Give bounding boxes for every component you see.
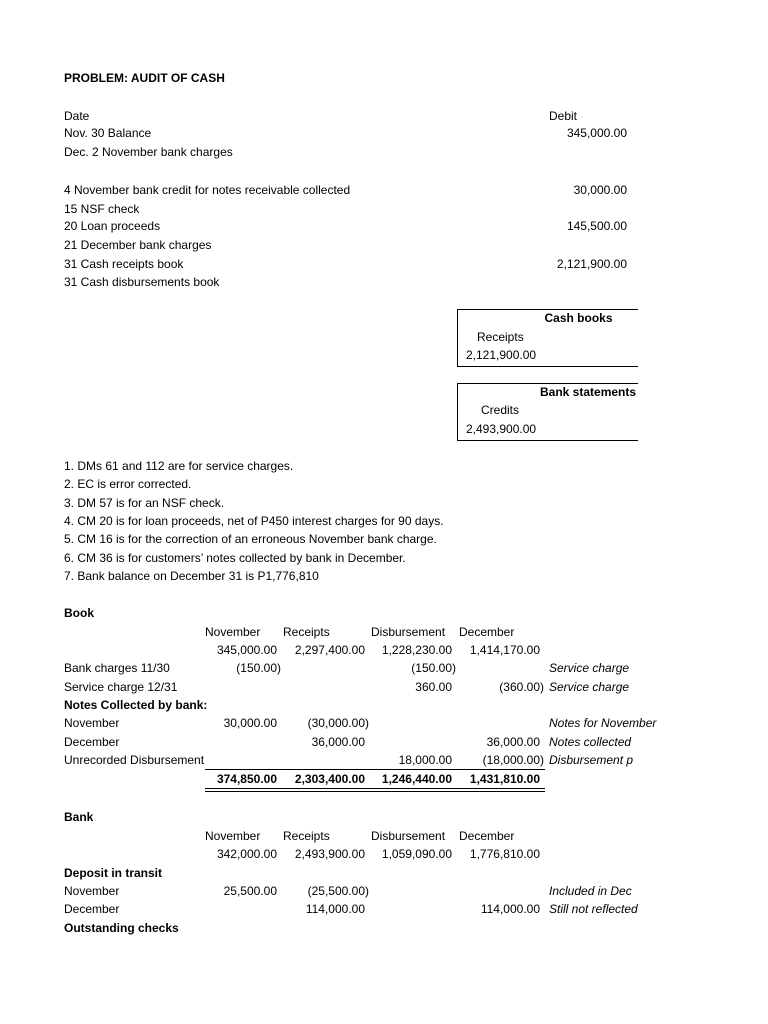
ledger-desc: Dec. 2 November bank charges (64, 145, 233, 159)
ledger-desc: 31 Cash disbursements book (64, 275, 220, 289)
bank-row-note: Included in Dec (549, 884, 632, 898)
bank-row-label: December (64, 902, 120, 916)
book-cell: (150.00) (236, 661, 281, 675)
ledger-desc: Nov. 30 Balance (64, 126, 152, 140)
book-header-november: November (205, 625, 261, 639)
ledger-desc: 31 Cash receipts book (64, 257, 184, 271)
ledger-desc: 21 December bank charges (64, 238, 212, 252)
ledger-debit: 2,121,900.00 (556, 257, 627, 271)
bank-balance-cell: 1,776,810.00 (469, 847, 540, 861)
book-row-label: Unrecorded Disbursement (64, 753, 205, 767)
page-title: PROBLEM: AUDIT OF CASH (64, 71, 225, 85)
bank-header-receipts: Receipts (283, 829, 330, 843)
book-row-note: Notes collected (549, 735, 632, 749)
book-cell: (18,000.00) (482, 753, 544, 767)
book-row-label: December (64, 735, 120, 749)
book-total-cell: 1,431,810.00 (469, 772, 540, 786)
book-row-label: November (64, 716, 120, 730)
book-balance-cell: 2,297,400.00 (294, 643, 365, 657)
book-cell: 360.00 (415, 680, 452, 694)
book-header-receipts: Receipts (283, 625, 330, 639)
book-section-title: Book (64, 606, 94, 620)
bank-row-note: Still not reflected (549, 902, 638, 916)
note-item: 1. DMs 61 and 112 are for service charges. (64, 459, 294, 473)
book-row-label: Bank charges 11/30 (64, 661, 170, 675)
book-row-note: Notes for November (549, 716, 657, 730)
book-balance-cell: 1,414,170.00 (469, 643, 540, 657)
book-cell: 36,000.00 (311, 735, 365, 749)
book-total-cell: 374,850.00 (216, 772, 277, 786)
bank-row-label: Outstanding checks (64, 921, 179, 935)
debit-header: Debit (549, 109, 578, 123)
book-cell: (360.00) (499, 680, 544, 694)
bank-statements-value: 2,493,900.00 (466, 422, 537, 436)
ledger-debit: 30,000.00 (573, 183, 627, 197)
ledger-debit: 345,000.00 (566, 126, 627, 140)
book-cell: 18,000.00 (398, 753, 452, 767)
book-total-cell: 2,303,400.00 (294, 772, 365, 786)
note-item: 7. Bank balance on December 31 is P1,776,810 (64, 569, 319, 583)
bank-statements-title: Bank statements (540, 385, 637, 399)
book-header-december: December (459, 625, 515, 639)
book-header-disbursement: Disbursement (371, 625, 446, 639)
note-item: 5. CM 16 is for the correction of an erroneous November bank charge. (64, 532, 437, 546)
bank-statements-label: Credits (481, 403, 520, 417)
bank-balance-cell: 2,493,900.00 (294, 847, 365, 861)
ledger-desc: 4 November bank credit for notes receivable collected (64, 183, 351, 197)
bank-cell: (25,500.00) (307, 884, 369, 898)
note-item: 4. CM 20 is for loan proceeds, net of P450 interest charges for 90 days. (64, 514, 444, 528)
bank-section-title: Bank (64, 810, 94, 824)
bank-cell: 114,000.00 (480, 902, 540, 916)
note-item: 2. EC is error corrected. (64, 477, 192, 491)
book-cell: 30,000.00 (223, 716, 277, 730)
book-row-note: Disbursement p (549, 753, 634, 767)
book-cell: 36,000.00 (486, 735, 540, 749)
book-row-label: Service charge 12/31 (64, 680, 178, 694)
date-header: Date (64, 109, 90, 123)
total-double-rule (205, 791, 545, 792)
book-cell: (150.00) (411, 661, 456, 675)
cash-books-value: 2,121,900.00 (466, 348, 537, 362)
cash-books-title: Cash books (544, 311, 613, 325)
bank-balance-cell: 1,059,090.00 (381, 847, 452, 861)
bank-header-december: December (459, 829, 515, 843)
bank-row-label: Deposit in transit (64, 866, 163, 880)
note-item: 3. DM 57 is for an NSF check. (64, 496, 225, 510)
ledger-debit: 145,500.00 (566, 219, 627, 233)
total-double-rule (205, 788, 545, 789)
book-total-cell: 1,246,440.00 (381, 772, 452, 786)
ledger-desc: 15 NSF check (64, 202, 140, 216)
book-balance-cell: 1,228,230.00 (381, 643, 452, 657)
cash-books-label: Receipts (477, 330, 524, 344)
bank-cell: 25,500.00 (223, 884, 277, 898)
book-cell: (30,000.00) (307, 716, 369, 730)
book-row-note: Service charge (549, 661, 630, 675)
book-row-label: Notes Collected by bank: (64, 698, 208, 712)
bank-cell: 114,000.00 (305, 902, 365, 916)
book-balance-cell: 345,000.00 (216, 643, 277, 657)
bank-header-november: November (205, 829, 261, 843)
total-rule-top (205, 769, 545, 770)
bank-balance-cell: 342,000.00 (216, 847, 277, 861)
bank-header-disbursement: Disbursement (371, 829, 446, 843)
bank-row-label: November (64, 884, 120, 898)
note-item: 6. CM 36 is for customers’ notes collected by bank in December. (64, 551, 406, 565)
ledger-desc: 20 Loan proceeds (64, 219, 161, 233)
book-row-note: Service charge (549, 680, 630, 694)
